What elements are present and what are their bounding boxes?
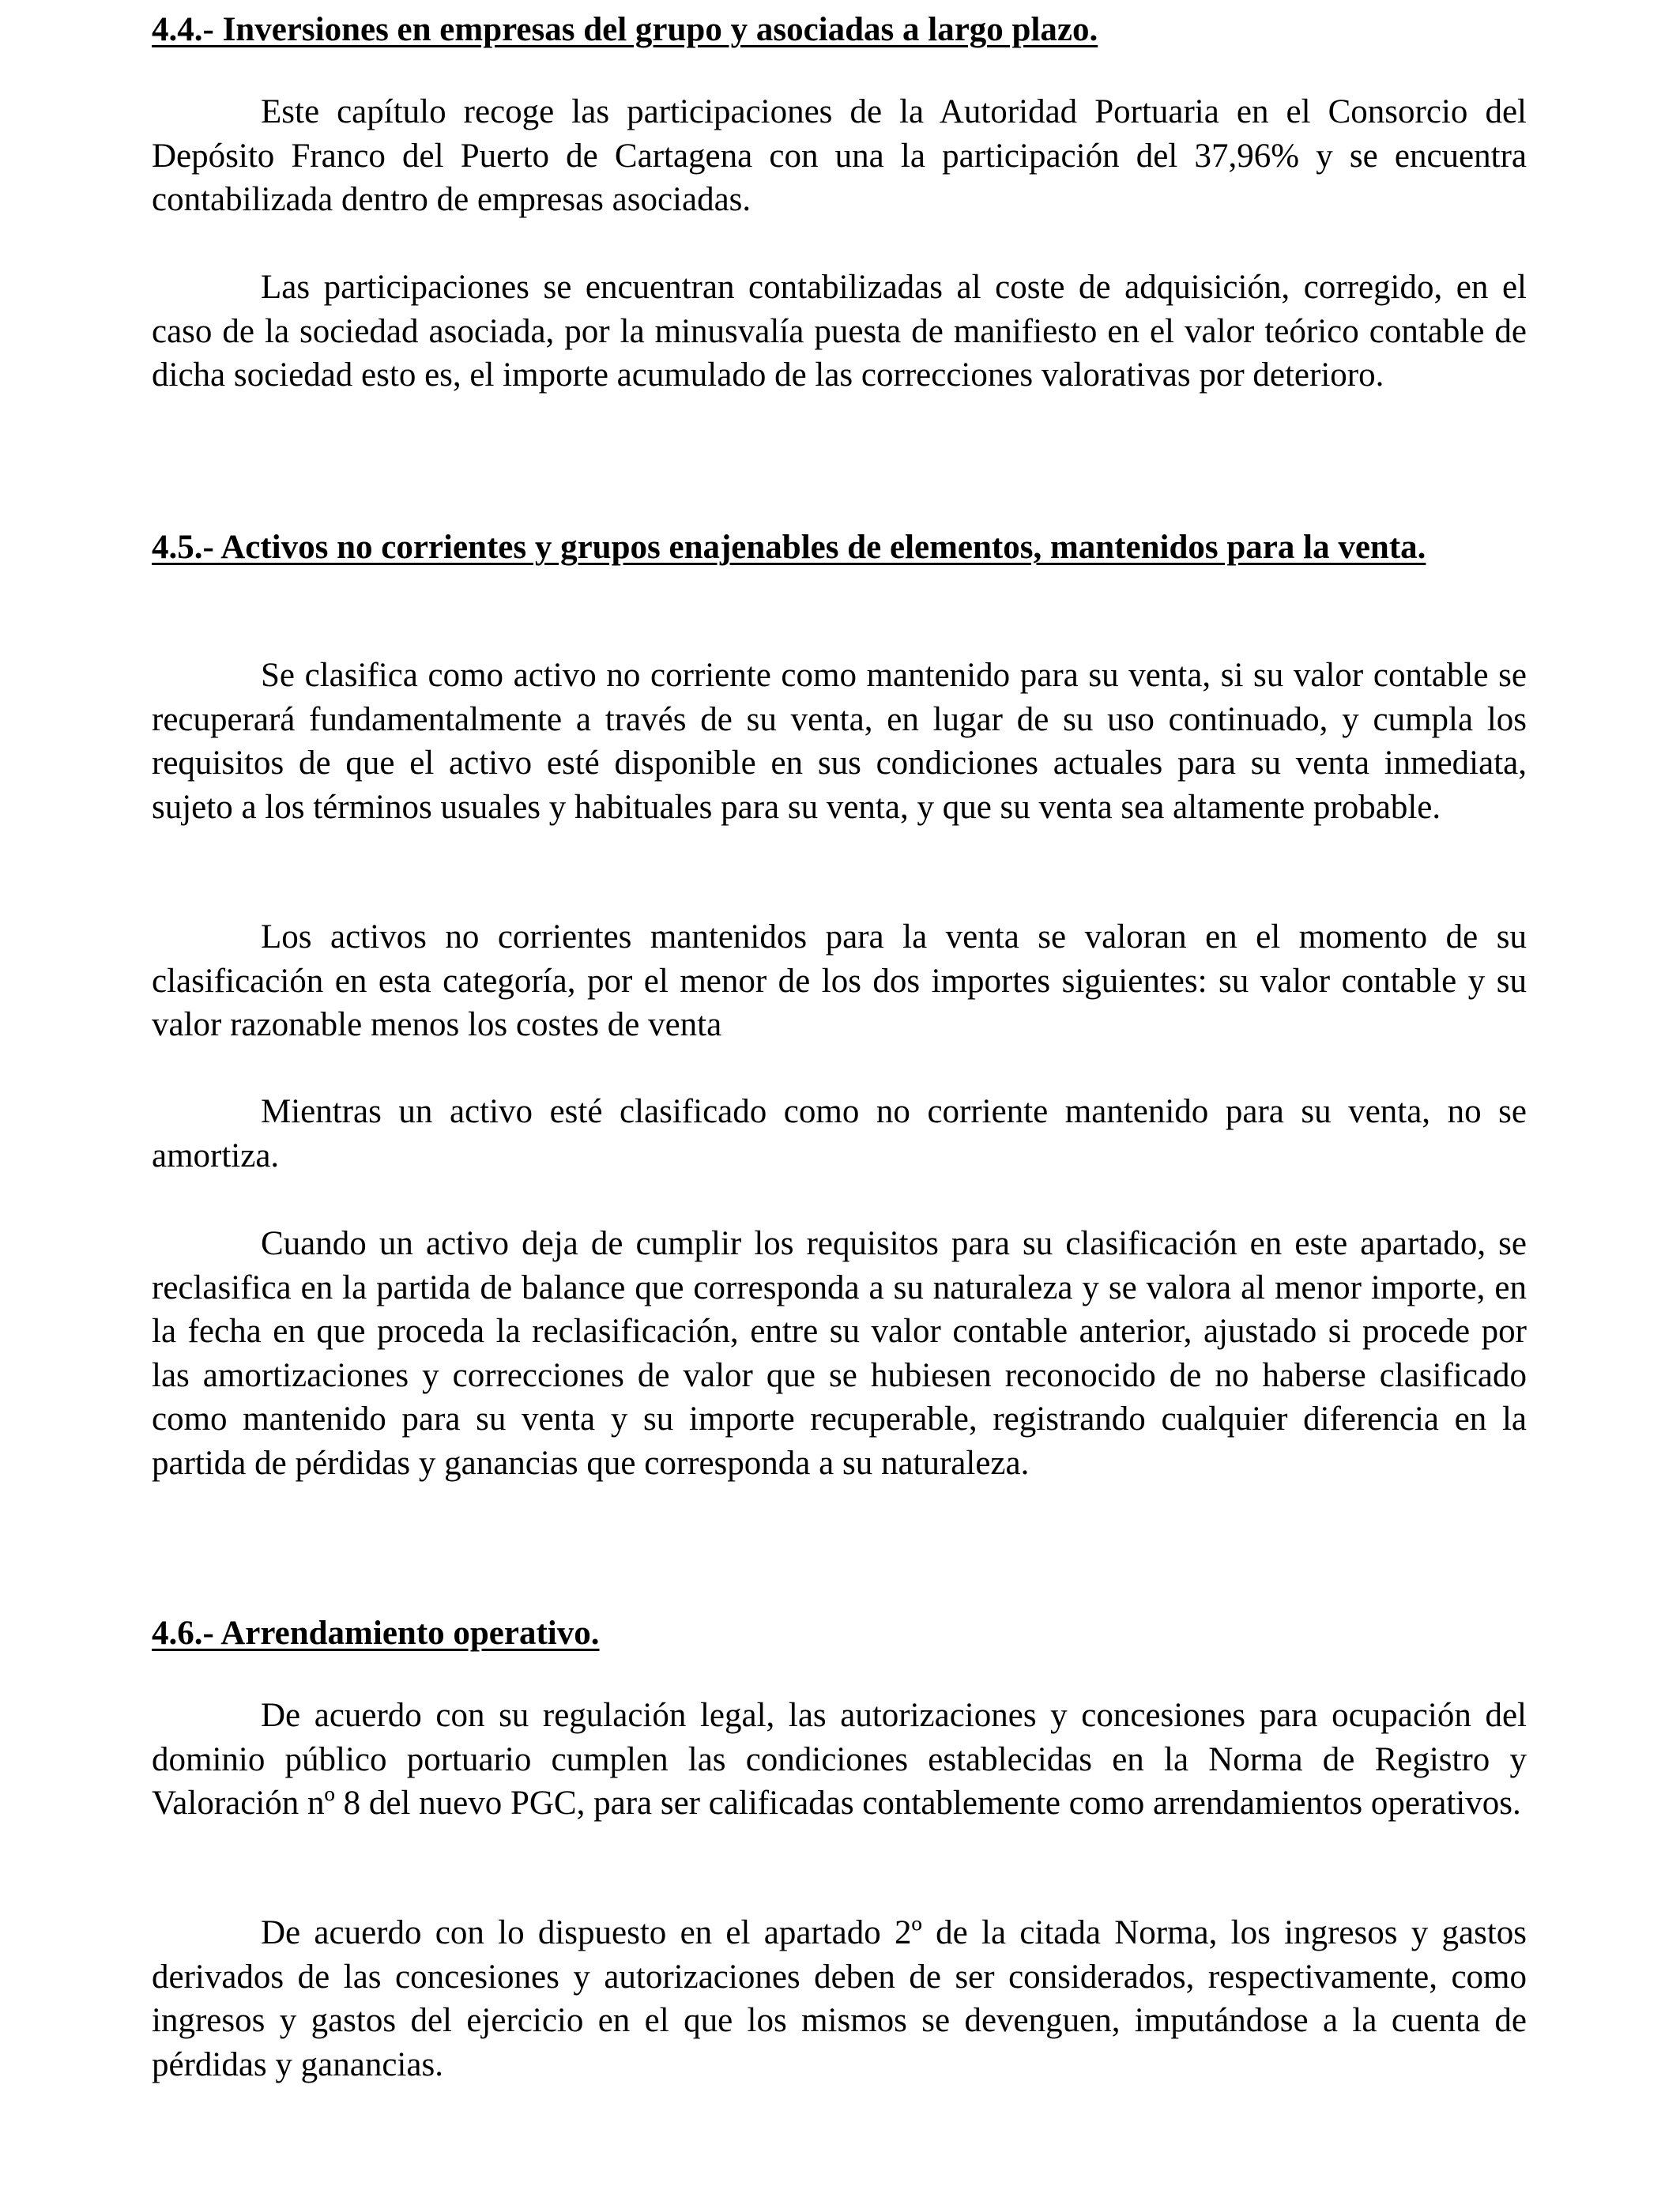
paragraph-4-4-2: Las participaciones se encuentran contabilizadas al coste de adquisición, corregido, en el caso de la sociedad asociada, por la minusvalía puesta de manifiesto en el valor teórico contable de dicha sociedad esto es, el importe acumulado de las correcciones valorativas por deterioro. xyxy=(152,269,1527,394)
paragraph-4-5-2: Los activos no corrientes mantenidos para la venta se valoran en el momento de su clasificación en esta categoría, por el menor de los dos importes siguientes: su valor contable y su valor razonable menos los costes de venta xyxy=(152,918,1527,1044)
paragraph-4-5-1: Se clasifica como activo no corriente como mantenido para su venta, si su valor contable se recuperará fundamentalmente a través de su venta, en lugar de su uso continuado, y cumpla los requisitos de que el activo esté disponible en sus condiciones actuales para su venta inmediata, sujeto a los términos usuales y habituales para su venta, y que su venta sea altamente probable. xyxy=(152,657,1527,826)
section-heading-4-4: 4.4.- Inversiones en empresas del grupo y asociadas a largo plazo. xyxy=(152,11,1098,48)
section-heading-4-5: 4.5.- Activos no corrientes y grupos enajenables de elementos, mantenidos para la venta. xyxy=(152,529,1426,566)
paragraph-4-6-2: De acuerdo con lo dispuesto en el apartado 2º de la citada Norma, los ingresos y gastos derivados de las concesiones y autorizaciones deben de ser considerados, respectivamente, como ingresos y gastos del ejercicio en el que los mismos se devenguen, imputándose a la cuenta de pérdidas y ganancias. xyxy=(152,1914,1527,2083)
section-heading-4-6: 4.6.- Arrendamiento operativo. xyxy=(152,1615,600,1652)
paragraph-4-5-4: Cuando un activo deja de cumplir los requisitos para su clasificación en este apartado, se reclasifica en la partida de balance que corresponda a su naturaleza y se valora al menor importe, en la fecha en que proceda la reclasificación, entre su valor contable anterior, ajustado si procede por las amortizaciones y correcciones de valor que se hubiesen reconocido de no haberse clasificado como mantenido para su venta y su importe recuperable, registrando cualquier diferencia en la partida de pérdidas y ganancias que corresponda a su naturaleza. xyxy=(152,1225,1527,1482)
paragraph-4-4-1: Este capítulo recoge las participaciones de la Autoridad Portuaria en el Consorcio del Depósito Franco del Puerto de Cartagena con una la participación del 37,96% y se encuentra contabilizada dentro de empresas asociadas. xyxy=(152,93,1527,219)
paragraph-4-5-3: Mientras un activo esté clasificado como no corriente mantenido para su venta, no se amortiza. xyxy=(152,1093,1527,1174)
paragraph-4-6-1: De acuerdo con su regulación legal, las autorizaciones y concesiones para ocupación del dominio público portuario cumplen las condiciones establecidas en la Norma de Registro y Valoración nº 8 del nuevo PGC, para ser calificadas contablemente como arrendamientos operativos. xyxy=(152,1697,1527,1823)
